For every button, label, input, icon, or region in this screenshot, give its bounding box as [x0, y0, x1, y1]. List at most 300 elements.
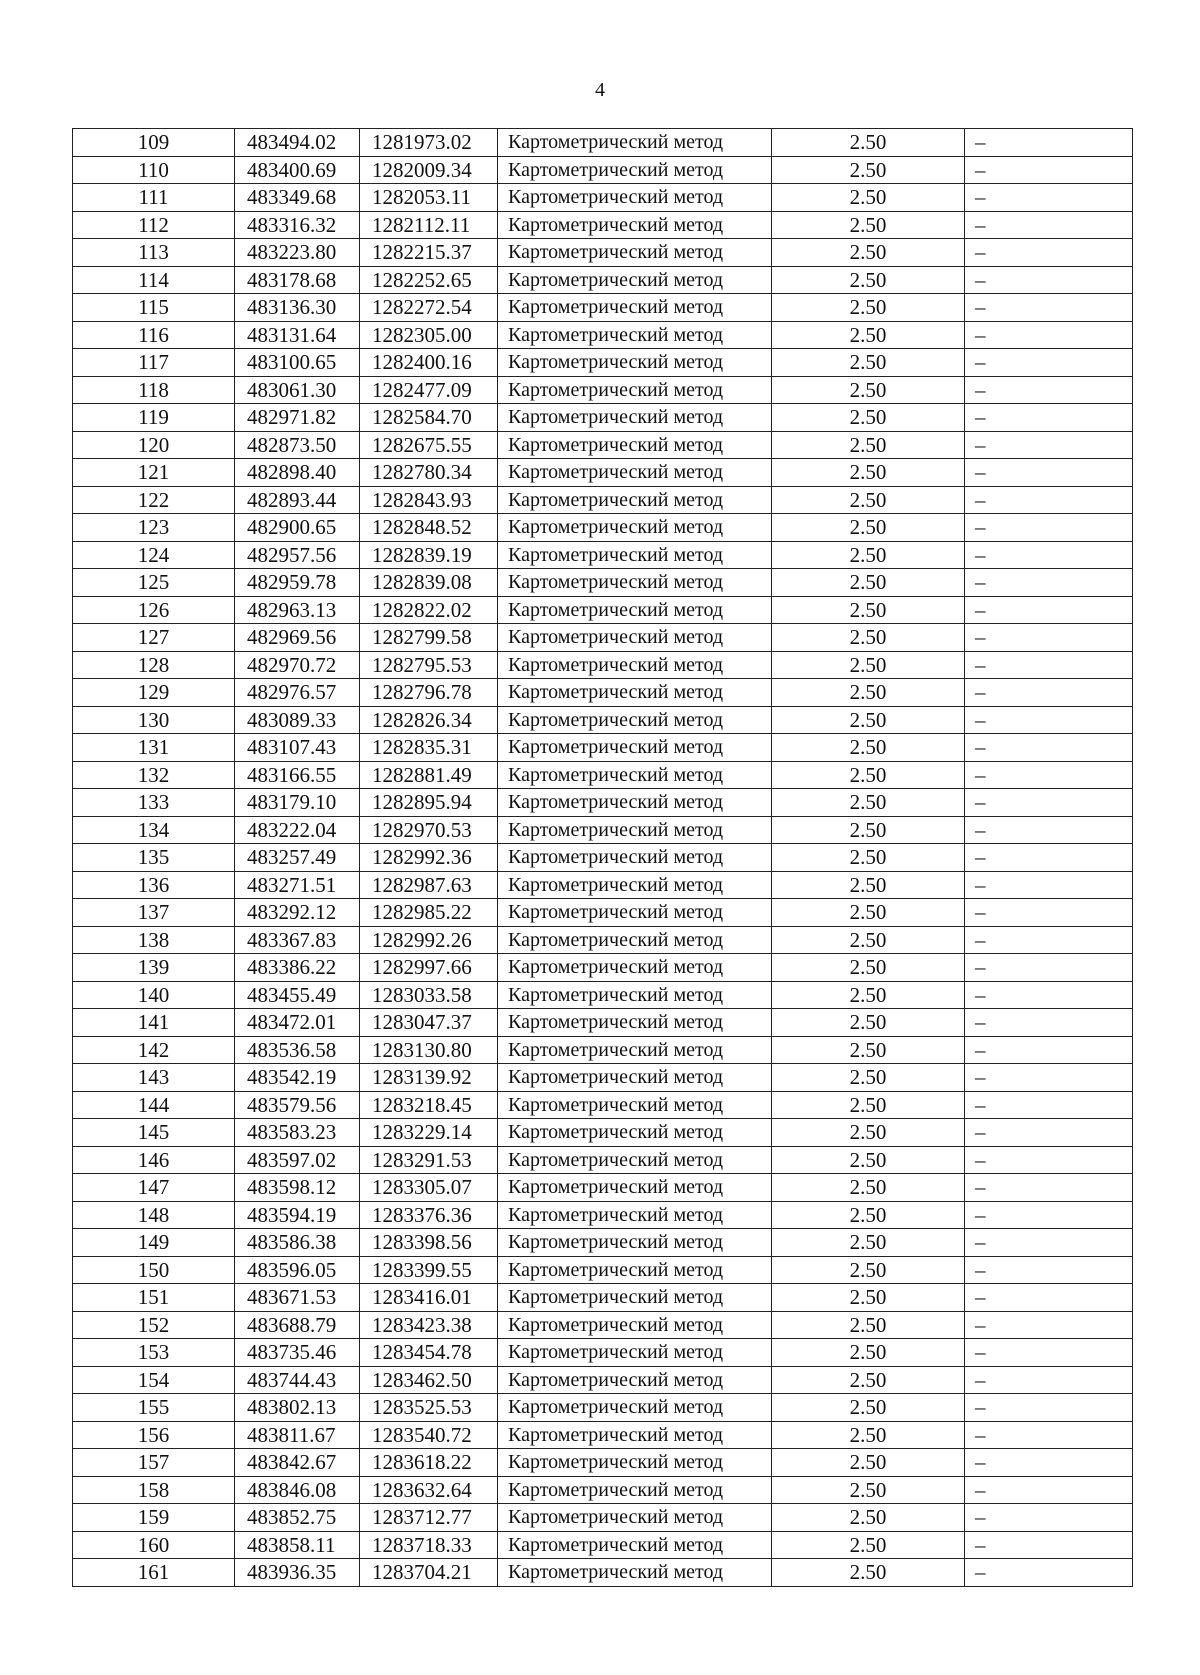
table-row — [73, 1174, 1133, 1202]
x-coordinate-cell: 483846.08 — [235, 1476, 360, 1504]
table-row — [73, 1284, 1133, 1312]
y-coordinate-cell: 1283305.07 — [360, 1174, 498, 1202]
table-row — [73, 294, 1133, 322]
point-number-cell: 112 — [73, 211, 235, 239]
point-number-cell: 155 — [73, 1394, 235, 1422]
note-cell: – — [965, 1009, 1133, 1037]
table-row — [73, 541, 1133, 569]
method-cell: Картометрический метод — [498, 871, 772, 899]
note-cell: – — [965, 1284, 1133, 1312]
y-coordinate-cell: 1283139.92 — [360, 1064, 498, 1092]
method-cell: Картометрический метод — [498, 651, 772, 679]
y-coordinate-cell: 1282822.02 — [360, 596, 498, 624]
x-coordinate-cell: 483455.49 — [235, 981, 360, 1009]
note-cell: – — [965, 1146, 1133, 1174]
note-cell: – — [965, 1311, 1133, 1339]
method-cell: Картометрический метод — [498, 1036, 772, 1064]
y-coordinate-cell: 1282970.53 — [360, 816, 498, 844]
x-coordinate-cell: 483179.10 — [235, 789, 360, 817]
accuracy-cell: 2.50 — [772, 1201, 965, 1229]
accuracy-cell: 2.50 — [772, 1036, 965, 1064]
table-row — [73, 1119, 1133, 1147]
y-coordinate-cell: 1282584.70 — [360, 404, 498, 432]
table-row — [73, 1504, 1133, 1532]
note-cell: – — [965, 514, 1133, 542]
method-cell: Картометрический метод — [498, 789, 772, 817]
method-cell: Картометрический метод — [498, 1559, 772, 1587]
method-cell: Картометрический метод — [498, 1394, 772, 1422]
accuracy-cell: 2.50 — [772, 541, 965, 569]
table-row — [73, 1559, 1133, 1587]
note-cell: – — [965, 734, 1133, 762]
method-cell: Картометрический метод — [498, 1284, 772, 1312]
table-row — [73, 184, 1133, 212]
table-row — [73, 431, 1133, 459]
table-row — [73, 899, 1133, 927]
accuracy-cell: 2.50 — [772, 266, 965, 294]
x-coordinate-cell: 483349.68 — [235, 184, 360, 212]
method-cell: Картометрический метод — [498, 569, 772, 597]
table-row — [73, 239, 1133, 267]
method-cell: Картометрический метод — [498, 211, 772, 239]
method-cell: Картометрический метод — [498, 1091, 772, 1119]
x-coordinate-cell: 483586.38 — [235, 1229, 360, 1257]
note-cell: – — [965, 789, 1133, 817]
accuracy-cell: 2.50 — [772, 1394, 965, 1422]
y-coordinate-cell: 1283704.21 — [360, 1559, 498, 1587]
y-coordinate-cell: 1282826.34 — [360, 706, 498, 734]
table-row — [73, 514, 1133, 542]
y-coordinate-cell: 1282839.08 — [360, 569, 498, 597]
table-row — [73, 1201, 1133, 1229]
note-cell: – — [965, 706, 1133, 734]
point-number-cell: 150 — [73, 1256, 235, 1284]
note-cell: – — [965, 459, 1133, 487]
x-coordinate-cell: 482970.72 — [235, 651, 360, 679]
accuracy-cell: 2.50 — [772, 789, 965, 817]
table-row — [73, 404, 1133, 432]
point-number-cell: 131 — [73, 734, 235, 762]
x-coordinate-cell: 482963.13 — [235, 596, 360, 624]
accuracy-cell: 2.50 — [772, 1476, 965, 1504]
table-row — [73, 1229, 1133, 1257]
y-coordinate-cell: 1282009.34 — [360, 156, 498, 184]
point-number-cell: 141 — [73, 1009, 235, 1037]
accuracy-cell: 2.50 — [772, 239, 965, 267]
x-coordinate-cell: 483597.02 — [235, 1146, 360, 1174]
accuracy-cell: 2.50 — [772, 1366, 965, 1394]
accuracy-cell: 2.50 — [772, 1119, 965, 1147]
y-coordinate-cell: 1283632.64 — [360, 1476, 498, 1504]
accuracy-cell: 2.50 — [772, 624, 965, 652]
point-number-cell: 157 — [73, 1449, 235, 1477]
method-cell: Картометрический метод — [498, 1504, 772, 1532]
accuracy-cell: 2.50 — [772, 1256, 965, 1284]
y-coordinate-cell: 1282780.34 — [360, 459, 498, 487]
method-cell: Картометрический метод — [498, 679, 772, 707]
point-number-cell: 110 — [73, 156, 235, 184]
x-coordinate-cell: 483735.46 — [235, 1339, 360, 1367]
note-cell: – — [965, 1339, 1133, 1367]
x-coordinate-cell: 483744.43 — [235, 1366, 360, 1394]
table-row — [73, 816, 1133, 844]
point-number-cell: 140 — [73, 981, 235, 1009]
point-number-cell: 159 — [73, 1504, 235, 1532]
table-row — [73, 1339, 1133, 1367]
point-number-cell: 114 — [73, 266, 235, 294]
method-cell: Картометрический метод — [498, 1531, 772, 1559]
y-coordinate-cell: 1282895.94 — [360, 789, 498, 817]
point-number-cell: 144 — [73, 1091, 235, 1119]
method-cell: Картометрический метод — [498, 486, 772, 514]
table-row — [73, 789, 1133, 817]
note-cell: – — [965, 1119, 1133, 1147]
method-cell: Картометрический метод — [498, 1421, 772, 1449]
accuracy-cell: 2.50 — [772, 899, 965, 927]
accuracy-cell: 2.50 — [772, 1284, 965, 1312]
x-coordinate-cell: 483802.13 — [235, 1394, 360, 1422]
x-coordinate-cell: 483542.19 — [235, 1064, 360, 1092]
point-number-cell: 117 — [73, 349, 235, 377]
note-cell: – — [965, 596, 1133, 624]
accuracy-cell: 2.50 — [772, 431, 965, 459]
note-cell: – — [965, 981, 1133, 1009]
table-row — [73, 761, 1133, 789]
y-coordinate-cell: 1283218.45 — [360, 1091, 498, 1119]
x-coordinate-cell: 483107.43 — [235, 734, 360, 762]
accuracy-cell: 2.50 — [772, 844, 965, 872]
table-row — [73, 1421, 1133, 1449]
method-cell: Картометрический метод — [498, 404, 772, 432]
accuracy-cell: 2.50 — [772, 1229, 965, 1257]
y-coordinate-cell: 1282881.49 — [360, 761, 498, 789]
note-cell: – — [965, 184, 1133, 212]
table-row — [73, 1449, 1133, 1477]
note-cell: – — [965, 431, 1133, 459]
method-cell: Картометрический метод — [498, 1256, 772, 1284]
y-coordinate-cell: 1283416.01 — [360, 1284, 498, 1312]
note-cell: – — [965, 679, 1133, 707]
point-number-cell: 136 — [73, 871, 235, 899]
method-cell: Картометрический метод — [498, 1119, 772, 1147]
method-cell: Картометрический метод — [498, 1311, 772, 1339]
method-cell: Картометрический метод — [498, 954, 772, 982]
point-number-cell: 135 — [73, 844, 235, 872]
table-row — [73, 706, 1133, 734]
accuracy-cell: 2.50 — [772, 1504, 965, 1532]
accuracy-cell: 2.50 — [772, 734, 965, 762]
note-cell: – — [965, 404, 1133, 432]
y-coordinate-cell: 1282987.63 — [360, 871, 498, 899]
point-number-cell: 161 — [73, 1559, 235, 1587]
accuracy-cell: 2.50 — [772, 981, 965, 1009]
note-cell: – — [965, 1091, 1133, 1119]
y-coordinate-cell: 1283376.36 — [360, 1201, 498, 1229]
y-coordinate-cell: 1283423.38 — [360, 1311, 498, 1339]
point-number-cell: 134 — [73, 816, 235, 844]
note-cell: – — [965, 294, 1133, 322]
x-coordinate-cell: 483257.49 — [235, 844, 360, 872]
method-cell: Картометрический метод — [498, 926, 772, 954]
point-number-cell: 115 — [73, 294, 235, 322]
point-number-cell: 124 — [73, 541, 235, 569]
accuracy-cell: 2.50 — [772, 321, 965, 349]
accuracy-cell: 2.50 — [772, 1449, 965, 1477]
accuracy-cell: 2.50 — [772, 184, 965, 212]
method-cell: Картометрический метод — [498, 1476, 772, 1504]
method-cell: Картометрический метод — [498, 1174, 772, 1202]
point-number-cell: 120 — [73, 431, 235, 459]
table-row — [73, 1009, 1133, 1037]
table-row — [73, 1146, 1133, 1174]
method-cell: Картометрический метод — [498, 514, 772, 542]
method-cell: Картометрический метод — [498, 1146, 772, 1174]
coordinates-table — [72, 128, 1133, 1587]
note-cell: – — [965, 569, 1133, 597]
accuracy-cell: 2.50 — [772, 156, 965, 184]
point-number-cell: 147 — [73, 1174, 235, 1202]
point-number-cell: 132 — [73, 761, 235, 789]
y-coordinate-cell: 1283454.78 — [360, 1339, 498, 1367]
point-number-cell: 123 — [73, 514, 235, 542]
note-cell: – — [965, 624, 1133, 652]
point-number-cell: 130 — [73, 706, 235, 734]
accuracy-cell: 2.50 — [772, 569, 965, 597]
accuracy-cell: 2.50 — [772, 954, 965, 982]
x-coordinate-cell: 483166.55 — [235, 761, 360, 789]
table-row — [73, 844, 1133, 872]
x-coordinate-cell: 483936.35 — [235, 1559, 360, 1587]
table-row — [73, 1476, 1133, 1504]
x-coordinate-cell: 483223.80 — [235, 239, 360, 267]
y-coordinate-cell: 1282477.09 — [360, 376, 498, 404]
y-coordinate-cell: 1283399.55 — [360, 1256, 498, 1284]
y-coordinate-cell: 1282053.11 — [360, 184, 498, 212]
point-number-cell: 133 — [73, 789, 235, 817]
point-number-cell: 126 — [73, 596, 235, 624]
y-coordinate-cell: 1281973.02 — [360, 129, 498, 157]
point-number-cell: 128 — [73, 651, 235, 679]
note-cell: – — [965, 376, 1133, 404]
point-number-cell: 122 — [73, 486, 235, 514]
y-coordinate-cell: 1282272.54 — [360, 294, 498, 322]
method-cell: Картометрический метод — [498, 1366, 772, 1394]
y-coordinate-cell: 1282795.53 — [360, 651, 498, 679]
accuracy-cell: 2.50 — [772, 1339, 965, 1367]
point-number-cell: 160 — [73, 1531, 235, 1559]
method-cell: Картометрический метод — [498, 321, 772, 349]
note-cell: – — [965, 1201, 1133, 1229]
x-coordinate-cell: 483842.67 — [235, 1449, 360, 1477]
x-coordinate-cell: 483136.30 — [235, 294, 360, 322]
note-cell: – — [965, 1256, 1133, 1284]
y-coordinate-cell: 1283462.50 — [360, 1366, 498, 1394]
note-cell: – — [965, 761, 1133, 789]
table-row — [73, 954, 1133, 982]
x-coordinate-cell: 482957.56 — [235, 541, 360, 569]
y-coordinate-cell: 1282112.11 — [360, 211, 498, 239]
accuracy-cell: 2.50 — [772, 1091, 965, 1119]
accuracy-cell: 2.50 — [772, 596, 965, 624]
table-row — [73, 1256, 1133, 1284]
method-cell: Картометрический метод — [498, 541, 772, 569]
method-cell: Картометрический метод — [498, 294, 772, 322]
note-cell: – — [965, 1174, 1133, 1202]
accuracy-cell: 2.50 — [772, 926, 965, 954]
y-coordinate-cell: 1282215.37 — [360, 239, 498, 267]
x-coordinate-cell: 483271.51 — [235, 871, 360, 899]
x-coordinate-cell: 483400.69 — [235, 156, 360, 184]
method-cell: Картометрический метод — [498, 156, 772, 184]
y-coordinate-cell: 1282835.31 — [360, 734, 498, 762]
method-cell: Картометрический метод — [498, 1009, 772, 1037]
x-coordinate-cell: 483536.58 — [235, 1036, 360, 1064]
x-coordinate-cell: 483100.65 — [235, 349, 360, 377]
note-cell: – — [965, 1476, 1133, 1504]
y-coordinate-cell: 1283398.56 — [360, 1229, 498, 1257]
x-coordinate-cell: 483367.83 — [235, 926, 360, 954]
x-coordinate-cell: 483472.01 — [235, 1009, 360, 1037]
table-row — [73, 569, 1133, 597]
point-number-cell: 145 — [73, 1119, 235, 1147]
x-coordinate-cell: 482873.50 — [235, 431, 360, 459]
accuracy-cell: 2.50 — [772, 1064, 965, 1092]
point-number-cell: 152 — [73, 1311, 235, 1339]
table-row — [73, 1531, 1133, 1559]
note-cell: – — [965, 1064, 1133, 1092]
x-coordinate-cell: 483386.22 — [235, 954, 360, 982]
method-cell: Картометрический метод — [498, 349, 772, 377]
note-cell: – — [965, 926, 1133, 954]
method-cell: Картометрический метод — [498, 129, 772, 157]
x-coordinate-cell: 483858.11 — [235, 1531, 360, 1559]
table-row — [73, 1036, 1133, 1064]
note-cell: – — [965, 321, 1133, 349]
point-number-cell: 127 — [73, 624, 235, 652]
note-cell: – — [965, 1394, 1133, 1422]
note-cell: – — [965, 266, 1133, 294]
x-coordinate-cell: 482898.40 — [235, 459, 360, 487]
note-cell: – — [965, 349, 1133, 377]
x-coordinate-cell: 483688.79 — [235, 1311, 360, 1339]
x-coordinate-cell: 483594.19 — [235, 1201, 360, 1229]
method-cell: Картометрический метод — [498, 376, 772, 404]
point-number-cell: 149 — [73, 1229, 235, 1257]
y-coordinate-cell: 1282675.55 — [360, 431, 498, 459]
x-coordinate-cell: 483852.75 — [235, 1504, 360, 1532]
point-number-cell: 156 — [73, 1421, 235, 1449]
accuracy-cell: 2.50 — [772, 1311, 965, 1339]
note-cell: – — [965, 871, 1133, 899]
point-number-cell: 146 — [73, 1146, 235, 1174]
note-cell: – — [965, 1036, 1133, 1064]
method-cell: Картометрический метод — [498, 981, 772, 1009]
accuracy-cell: 2.50 — [772, 1531, 965, 1559]
accuracy-cell: 2.50 — [772, 1174, 965, 1202]
y-coordinate-cell: 1282992.36 — [360, 844, 498, 872]
x-coordinate-cell: 483579.56 — [235, 1091, 360, 1119]
table-row — [73, 1064, 1133, 1092]
table-row — [73, 651, 1133, 679]
accuracy-cell: 2.50 — [772, 816, 965, 844]
note-cell: – — [965, 1421, 1133, 1449]
y-coordinate-cell: 1282992.26 — [360, 926, 498, 954]
point-number-cell: 137 — [73, 899, 235, 927]
x-coordinate-cell: 483316.32 — [235, 211, 360, 239]
note-cell: – — [965, 541, 1133, 569]
y-coordinate-cell: 1282400.16 — [360, 349, 498, 377]
x-coordinate-cell: 483292.12 — [235, 899, 360, 927]
note-cell: – — [965, 1229, 1133, 1257]
accuracy-cell: 2.50 — [772, 349, 965, 377]
x-coordinate-cell: 483671.53 — [235, 1284, 360, 1312]
method-cell: Картометрический метод — [498, 624, 772, 652]
table-row — [73, 1091, 1133, 1119]
y-coordinate-cell: 1283033.58 — [360, 981, 498, 1009]
x-coordinate-cell: 482959.78 — [235, 569, 360, 597]
point-number-cell: 142 — [73, 1036, 235, 1064]
method-cell: Картометрический метод — [498, 899, 772, 927]
y-coordinate-cell: 1283712.77 — [360, 1504, 498, 1532]
note-cell: – — [965, 211, 1133, 239]
point-number-cell: 118 — [73, 376, 235, 404]
note-cell: – — [965, 239, 1133, 267]
note-cell: – — [965, 816, 1133, 844]
table-row — [73, 376, 1133, 404]
note-cell: – — [965, 129, 1133, 157]
accuracy-cell: 2.50 — [772, 459, 965, 487]
x-coordinate-cell: 483178.68 — [235, 266, 360, 294]
coordinates-table-body — [73, 129, 1133, 1587]
note-cell: – — [965, 954, 1133, 982]
point-number-cell: 143 — [73, 1064, 235, 1092]
method-cell: Картометрический метод — [498, 239, 772, 267]
x-coordinate-cell: 482971.82 — [235, 404, 360, 432]
y-coordinate-cell: 1282985.22 — [360, 899, 498, 927]
accuracy-cell: 2.50 — [772, 211, 965, 239]
point-number-cell: 116 — [73, 321, 235, 349]
y-coordinate-cell: 1283229.14 — [360, 1119, 498, 1147]
accuracy-cell: 2.50 — [772, 404, 965, 432]
method-cell: Картометрический метод — [498, 1449, 772, 1477]
point-number-cell: 129 — [73, 679, 235, 707]
y-coordinate-cell: 1283525.53 — [360, 1394, 498, 1422]
method-cell: Картометрический метод — [498, 431, 772, 459]
table-row — [73, 129, 1133, 157]
y-coordinate-cell: 1283130.80 — [360, 1036, 498, 1064]
x-coordinate-cell: 482969.56 — [235, 624, 360, 652]
table-row — [73, 486, 1133, 514]
y-coordinate-cell: 1282843.93 — [360, 486, 498, 514]
point-number-cell: 113 — [73, 239, 235, 267]
note-cell: – — [965, 1559, 1133, 1587]
x-coordinate-cell: 483222.04 — [235, 816, 360, 844]
x-coordinate-cell: 482900.65 — [235, 514, 360, 542]
method-cell: Картометрический метод — [498, 1064, 772, 1092]
table-row — [73, 266, 1133, 294]
table-row — [73, 624, 1133, 652]
accuracy-cell: 2.50 — [772, 1146, 965, 1174]
accuracy-cell: 2.50 — [772, 761, 965, 789]
accuracy-cell: 2.50 — [772, 871, 965, 899]
method-cell: Картометрический метод — [498, 734, 772, 762]
method-cell: Картометрический метод — [498, 844, 772, 872]
point-number-cell: 139 — [73, 954, 235, 982]
page-number: 4 — [595, 79, 605, 101]
method-cell: Картометрический метод — [498, 1201, 772, 1229]
method-cell: Картометрический метод — [498, 266, 772, 294]
y-coordinate-cell: 1282252.65 — [360, 266, 498, 294]
